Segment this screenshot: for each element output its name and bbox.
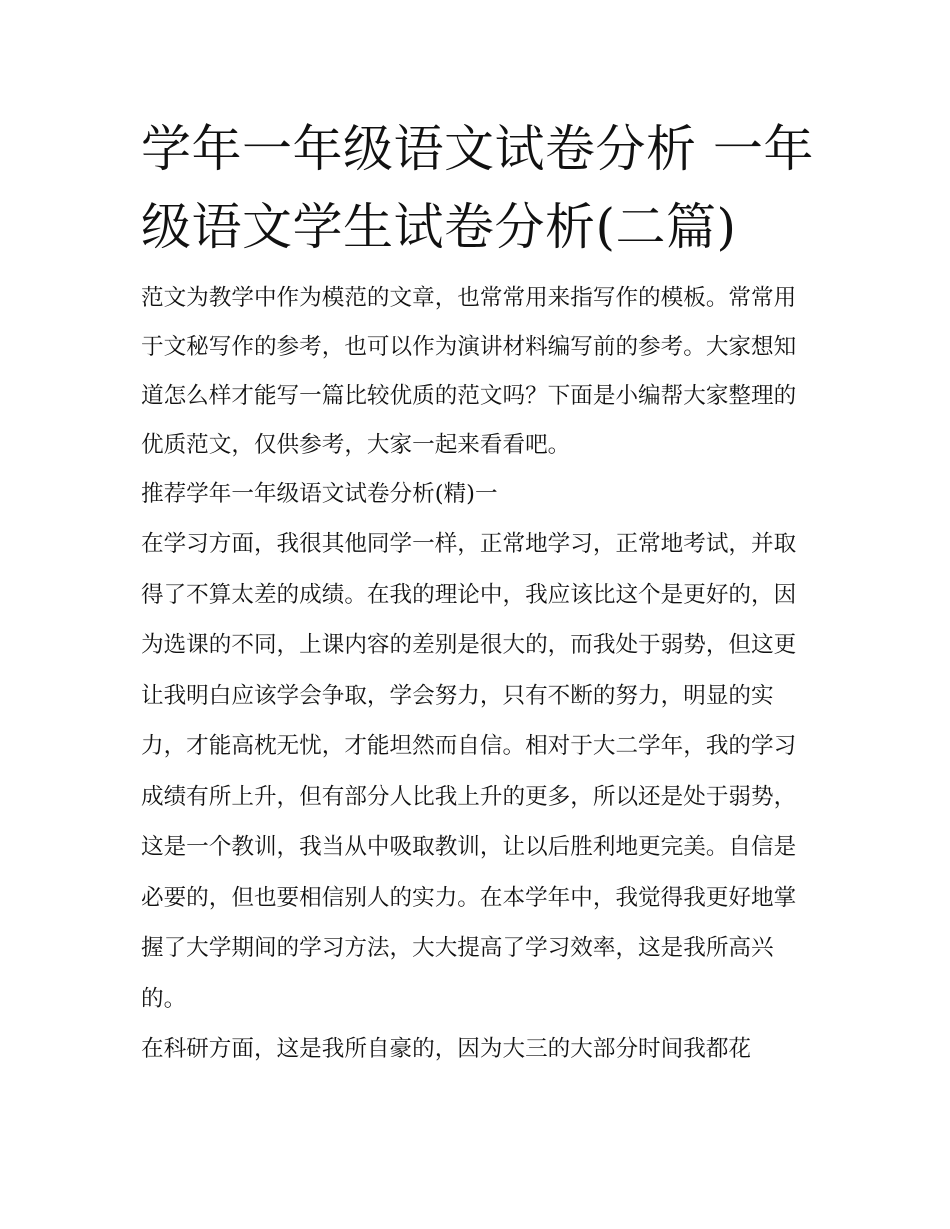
body-paragraph: 在科研方面，这是我所自豪的，因为大三的大部分时间我都花 bbox=[141, 1036, 752, 1062]
body-paragraph: 在学习方面，我很其他同学一样，正常地学习，正常地考试，并取得了不算太差的成绩。在我的理论中，我应该比这个是更好的，因为选课的不同，上课内容的差别是很大的，而我处于弱势，但这更让我明白应该学会争取，学会努力，只有不断的努力，明显的实力，才能高枕无忧，才能坦然而自信。相对于大二学年，我的学习成绩有所上升，但有部分人比我上升的更多，所以还是处于弱势，这是一个教训，我当从中吸取教训，让以后胜利地更完美。自信是必要的，但也要相信别人的实力。在本学年中，我觉得我更好地掌握了大学期间的学习方法，大大提高了学习效率，这是我所高兴的。 bbox=[141, 531, 797, 1012]
document-page bbox=[141, 110, 817, 1075]
intro-paragraph: 范文为教学中作为模范的文章，也常常用来指写作的模板。常常用于文秘写作的参考，也可以作为演讲材料编写前的参考。大家想知道怎么样才能写一篇比较优质的范文吗？下面是小编帮大家整理的优质范文，仅供参考，大家一起来看看吧。 bbox=[141, 285, 797, 458]
section-heading: 推荐学年一年级语文试卷分析(精)一 bbox=[141, 481, 498, 507]
document-title: 学年一年级语文试卷分析 一年级语文学生试卷分析(二篇) bbox=[141, 120, 814, 256]
